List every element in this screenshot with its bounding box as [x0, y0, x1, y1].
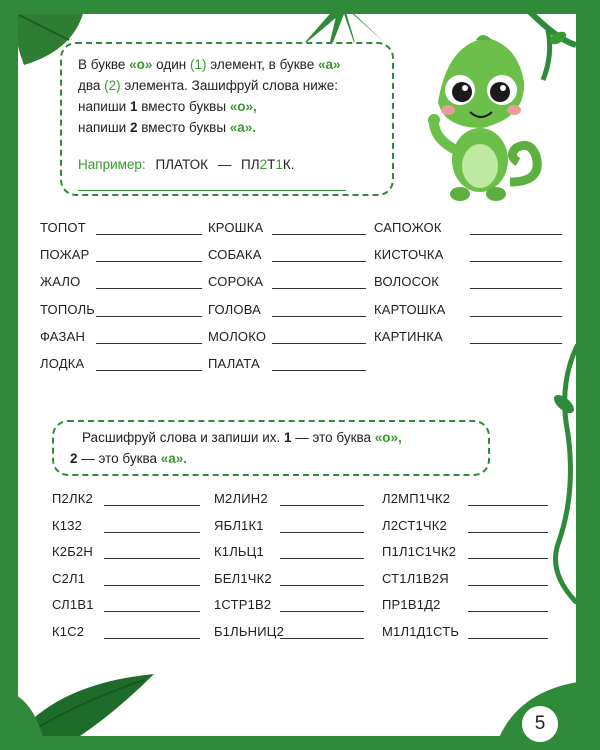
answer-line[interactable]: [468, 638, 548, 639]
decode-line-2: [70, 448, 187, 469]
number-one: (1): [190, 57, 207, 72]
word-label: К2Б2Н: [52, 544, 93, 560]
word-label: П2ЛК2: [52, 491, 93, 506]
answer-line[interactable]: [104, 585, 200, 586]
text: вместо буквы: [137, 99, 230, 114]
letter-a: «а».: [160, 451, 188, 466]
example-label: Например:: [78, 157, 146, 172]
example-digit: 2: [259, 157, 268, 172]
word-label: ЛОДКА: [40, 356, 85, 371]
text: напиши: [78, 99, 130, 114]
answer-line[interactable]: [272, 316, 366, 317]
page-number: 5: [520, 704, 560, 744]
instruction-line-4: [78, 117, 256, 138]
instruction-line-1: [78, 54, 341, 75]
word-label: ГОЛОВА: [208, 301, 262, 317]
letter-o: «о»,: [229, 99, 257, 114]
word-label: Л2СТ1ЧК2: [382, 517, 447, 533]
answer-line[interactable]: [280, 638, 364, 639]
example-digit: 1: [275, 157, 283, 172]
word-label: П1Л1С1ЧК2: [382, 544, 457, 560]
answer-line[interactable]: [104, 505, 200, 506]
example-part: ПЛ: [241, 157, 260, 172]
digit: 1: [129, 99, 138, 114]
text: вместо буквы: [137, 120, 230, 135]
example-word: ПЛАТОК: [155, 157, 208, 172]
word-label: Л2МП1ЧК2: [382, 491, 451, 506]
word-label: ПОЖАР: [40, 247, 90, 263]
answer-line[interactable]: [104, 638, 200, 639]
answer-line[interactable]: [280, 532, 364, 533]
answer-line[interactable]: [96, 234, 202, 235]
word-label: СОРОКА: [208, 274, 264, 290]
answer-line[interactable]: [96, 288, 202, 289]
word-label: КРОШКА: [208, 220, 264, 235]
answer-line[interactable]: [96, 343, 202, 344]
answer-line[interactable]: [96, 316, 202, 317]
text: два: [78, 78, 105, 93]
word-label: М2ЛИН2: [214, 491, 268, 506]
word-label: КАРТОШКА: [374, 301, 446, 317]
word-label: БЕЛ1ЧК2: [214, 570, 272, 586]
decode-instruction-box: [52, 420, 490, 476]
answer-line[interactable]: [468, 505, 548, 506]
letter-o: «о»,: [374, 430, 402, 445]
letter-a: «а».: [229, 120, 257, 135]
answer-line[interactable]: [272, 261, 366, 262]
text: — это буква: [291, 430, 375, 445]
word-label: С2Л1: [52, 570, 86, 586]
instruction-box: [60, 42, 394, 196]
instruction-line-2: [78, 75, 338, 96]
word-label: ПАЛАТА: [208, 356, 260, 371]
answer-line[interactable]: [280, 611, 364, 612]
word-label: ПР1В1Д2: [382, 597, 441, 613]
answer-line[interactable]: [96, 370, 202, 371]
answer-line[interactable]: [272, 343, 366, 344]
answer-line[interactable]: [470, 343, 562, 344]
word-label: ВОЛОСОК: [374, 274, 440, 290]
text: В букве: [78, 57, 130, 72]
word-label: ЯБЛ1К1: [214, 517, 264, 533]
answer-line[interactable]: [468, 611, 548, 612]
word-label: СЛ1В1: [52, 597, 94, 613]
digit: 1: [284, 430, 292, 445]
answer-line[interactable]: [468, 585, 548, 586]
digit: 2: [129, 120, 138, 135]
answer-line[interactable]: [280, 558, 364, 559]
decode-line-1: [82, 427, 402, 448]
word-label: СТ1Л1В2Я: [382, 570, 449, 586]
number-two: (2): [104, 78, 121, 93]
answer-line[interactable]: [272, 234, 366, 235]
text: — это буква: [77, 451, 161, 466]
dash: —: [217, 157, 232, 172]
letter-a: «а»: [317, 57, 341, 72]
chameleon-mascot-icon: [418, 32, 548, 212]
word-label: М1Л1Д1СТЬ: [382, 624, 460, 639]
answer-line[interactable]: [104, 558, 200, 559]
word-label: ТОПОЛЬ: [40, 301, 96, 317]
answer-line[interactable]: [470, 261, 562, 262]
text: элемента. Зашифруй слова ниже:: [120, 78, 339, 93]
text: элемент, в букве: [206, 57, 318, 72]
word-label: ТОПОТ: [40, 220, 86, 235]
answer-line[interactable]: [280, 505, 364, 506]
word-label: СОБАКА: [208, 247, 262, 263]
answer-line[interactable]: [470, 234, 562, 235]
word-label: Б1ЛЬНИЦ2: [214, 624, 285, 639]
answer-line[interactable]: [272, 370, 366, 371]
answer-line[interactable]: [104, 611, 200, 612]
letter-o: «о»: [129, 57, 153, 72]
word-label: 1СТР1В2: [214, 597, 272, 613]
word-label: К1С2: [52, 624, 85, 639]
text: Расшифруй слова и запиши их.: [82, 430, 285, 445]
example-underline: [78, 190, 346, 191]
vine-right-icon: [538, 344, 576, 604]
word-label: К1ЛЬЦ1: [214, 544, 264, 560]
word-label: К132: [52, 517, 83, 533]
word-label: КИСТОЧКА: [374, 247, 444, 263]
answer-line[interactable]: [470, 288, 562, 289]
text: один: [152, 57, 190, 72]
word-label: САПОЖОК: [374, 220, 442, 235]
answer-line[interactable]: [96, 261, 202, 262]
word-label: ЖАЛО: [40, 274, 81, 290]
example-part: Т: [267, 157, 276, 172]
word-label: КАРТИНКА: [374, 328, 443, 344]
example-line: [78, 154, 294, 175]
answer-line[interactable]: [468, 532, 548, 533]
digit: 2: [70, 451, 78, 466]
answer-line[interactable]: [470, 316, 562, 317]
answer-line[interactable]: [272, 288, 366, 289]
worksheet-page: [18, 14, 576, 736]
text: напиши: [78, 120, 130, 135]
instruction-line-3: [78, 96, 257, 117]
word-label: МОЛОКО: [208, 328, 267, 344]
word-label: ФАЗАН: [40, 328, 86, 344]
leaf-bottom-left-icon: [18, 674, 164, 736]
answer-line[interactable]: [280, 585, 364, 586]
example-part: К.: [282, 157, 295, 172]
answer-line[interactable]: [104, 532, 200, 533]
answer-line[interactable]: [468, 558, 548, 559]
